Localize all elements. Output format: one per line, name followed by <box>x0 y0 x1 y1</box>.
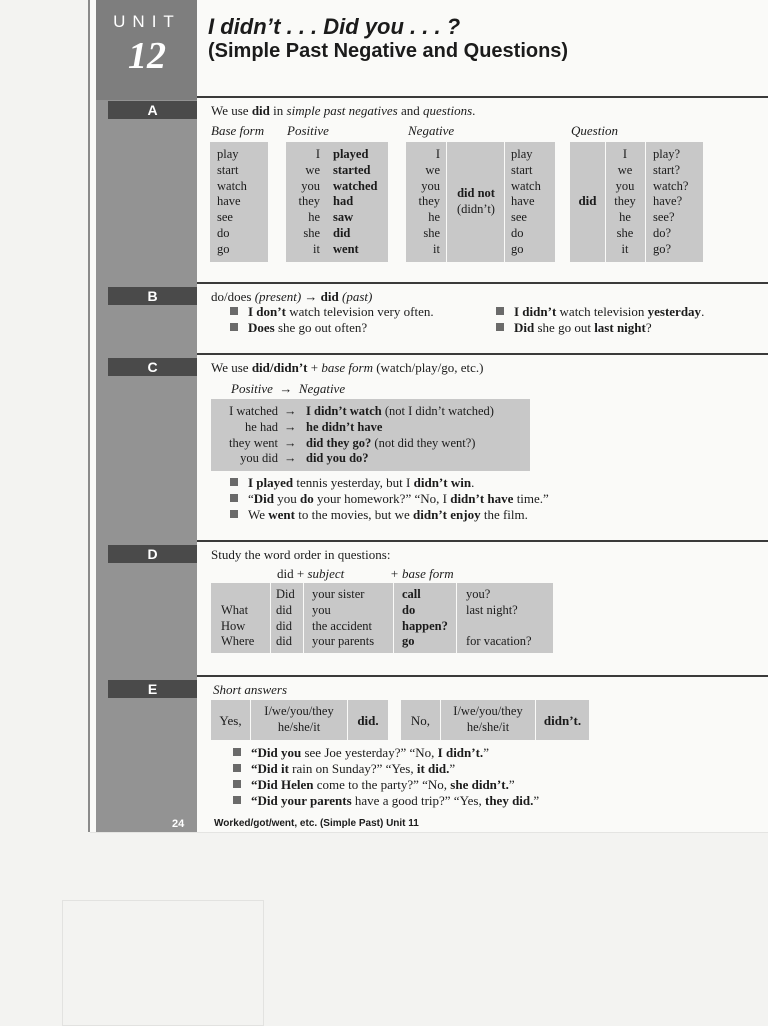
word-order-divider-1 <box>270 583 271 653</box>
negative-verbs: play start watch have see do go <box>511 147 541 256</box>
section-c-example-3: We went to the movies, but we didn’t enjoy the film. <box>230 507 528 522</box>
header-question: Question <box>571 123 618 138</box>
section-label-c: C <box>108 358 197 376</box>
section-e-example-3: “Did Helen come to the party?” “No, she didn’t.” <box>233 777 515 792</box>
page-bottom-edge <box>90 832 768 833</box>
unit-word: UNIT <box>113 12 181 31</box>
section-divider-d <box>197 540 768 542</box>
header-negative: Negative <box>408 123 455 138</box>
page-number: 24 <box>172 818 185 830</box>
negative-auxiliary: did not (didn’t) <box>457 186 495 216</box>
word-order-divider-3 <box>393 583 394 653</box>
page-title: I didn’t . . . Did you . . . ? <box>208 14 461 39</box>
section-b-example-3: I didn’t watch television yesterday. <box>496 304 704 319</box>
faint-background-mark <box>62 900 264 1026</box>
section-e-example-2: “Did it rain on Sunday?” “Yes, it did.” <box>233 761 455 776</box>
positive-verbs: played started watched had saw did went <box>333 147 378 256</box>
section-b-rule: do/does (present) → did (past) <box>211 289 373 304</box>
section-label-e: E <box>108 680 197 698</box>
word-order-divider-2 <box>303 583 304 653</box>
negative-subjects: I we you they he she it <box>418 147 440 256</box>
section-d-intro: Study the word order in questions: <box>211 547 391 562</box>
section-divider-b <box>197 282 768 284</box>
transform-right-column: I didn’t watch (not I didn’t watched) he didn’t have did they go? (not did they went?) did you do? <box>306 404 494 466</box>
section-c-example-1: I played tennis yesterday, but I didn’t win. <box>230 475 474 490</box>
positive-subjects: I we you they he she it <box>298 147 320 256</box>
base-forms-list: play start watch have see do go <box>217 147 247 256</box>
question-divider-1 <box>605 142 606 262</box>
sidebar <box>96 0 197 832</box>
positive-negative-header: Positive → Negative <box>231 381 346 396</box>
section-divider-c <box>197 353 768 355</box>
question-divider-2 <box>645 142 646 262</box>
section-divider-e <box>197 675 768 677</box>
section-c-intro: We use did/didn’t + base form (watch/play/go, etc.) <box>211 360 484 375</box>
section-b-example-4: Did she go out last night? <box>496 320 652 335</box>
word-order-divider-4 <box>456 583 457 653</box>
short-answers-title: Short answers <box>213 682 288 697</box>
section-e-example-4: “Did your parents have a good trip?” “Yes, they did.” <box>233 793 539 808</box>
page-edge <box>88 0 90 832</box>
base-form-column: call do happen? go <box>402 587 448 649</box>
no-subjects: I/we/you/they he/she/it <box>453 704 523 734</box>
subject-column: your sister you the accident your parents <box>312 587 375 649</box>
section-label-b: B <box>108 287 197 305</box>
word-order-header: did + subject <box>277 566 345 581</box>
no-didnt: didn’t. <box>543 713 582 728</box>
transform-left-column: I watched he had they went you did <box>229 404 278 466</box>
question-subjects: I we you they he she it <box>614 147 636 256</box>
did-column: Did did did did <box>276 587 295 649</box>
section-label-a: A <box>108 101 197 119</box>
question-auxiliary: did <box>578 193 597 208</box>
negative-divider-2 <box>504 142 505 262</box>
rest-column: you? last night? for vacation? <box>466 587 532 649</box>
section-b-example-2: Does she go out often? <box>230 320 367 335</box>
section-b-example-1: I don’t watch television very often. <box>230 304 434 319</box>
no-word: No, <box>410 713 431 728</box>
word-order-header-base: + base form <box>390 566 454 581</box>
page-subtitle: (Simple Past Negative and Questions) <box>208 40 569 62</box>
question-verbs: play? start? watch? have? see? do? go? <box>653 147 689 256</box>
header-positive: Positive <box>287 123 329 138</box>
negative-divider-1 <box>446 142 447 262</box>
section-a-intro: We use did in simple past negatives and questions. <box>211 103 476 118</box>
yes-did: did. <box>357 713 379 728</box>
section-label-d: D <box>108 545 197 563</box>
footer-cross-reference: Worked/got/went, etc. (Simple Past) Unit 11 <box>214 818 419 829</box>
yes-word: Yes, <box>219 713 242 728</box>
wh-words: What How Where <box>221 602 255 649</box>
section-c-example-2: “Did you do your homework?” “No, I didn’t have time.” <box>230 491 549 506</box>
yes-subjects: I/we/you/they he/she/it <box>264 704 334 734</box>
unit-number: 12 <box>128 35 166 77</box>
section-e-example-1: “Did you see Joe yesterday?” “No, I didn’t.” <box>233 745 489 760</box>
transform-arrows: → → → → <box>284 404 297 466</box>
header-base-form: Base form <box>211 123 265 138</box>
section-divider-a <box>197 96 768 98</box>
